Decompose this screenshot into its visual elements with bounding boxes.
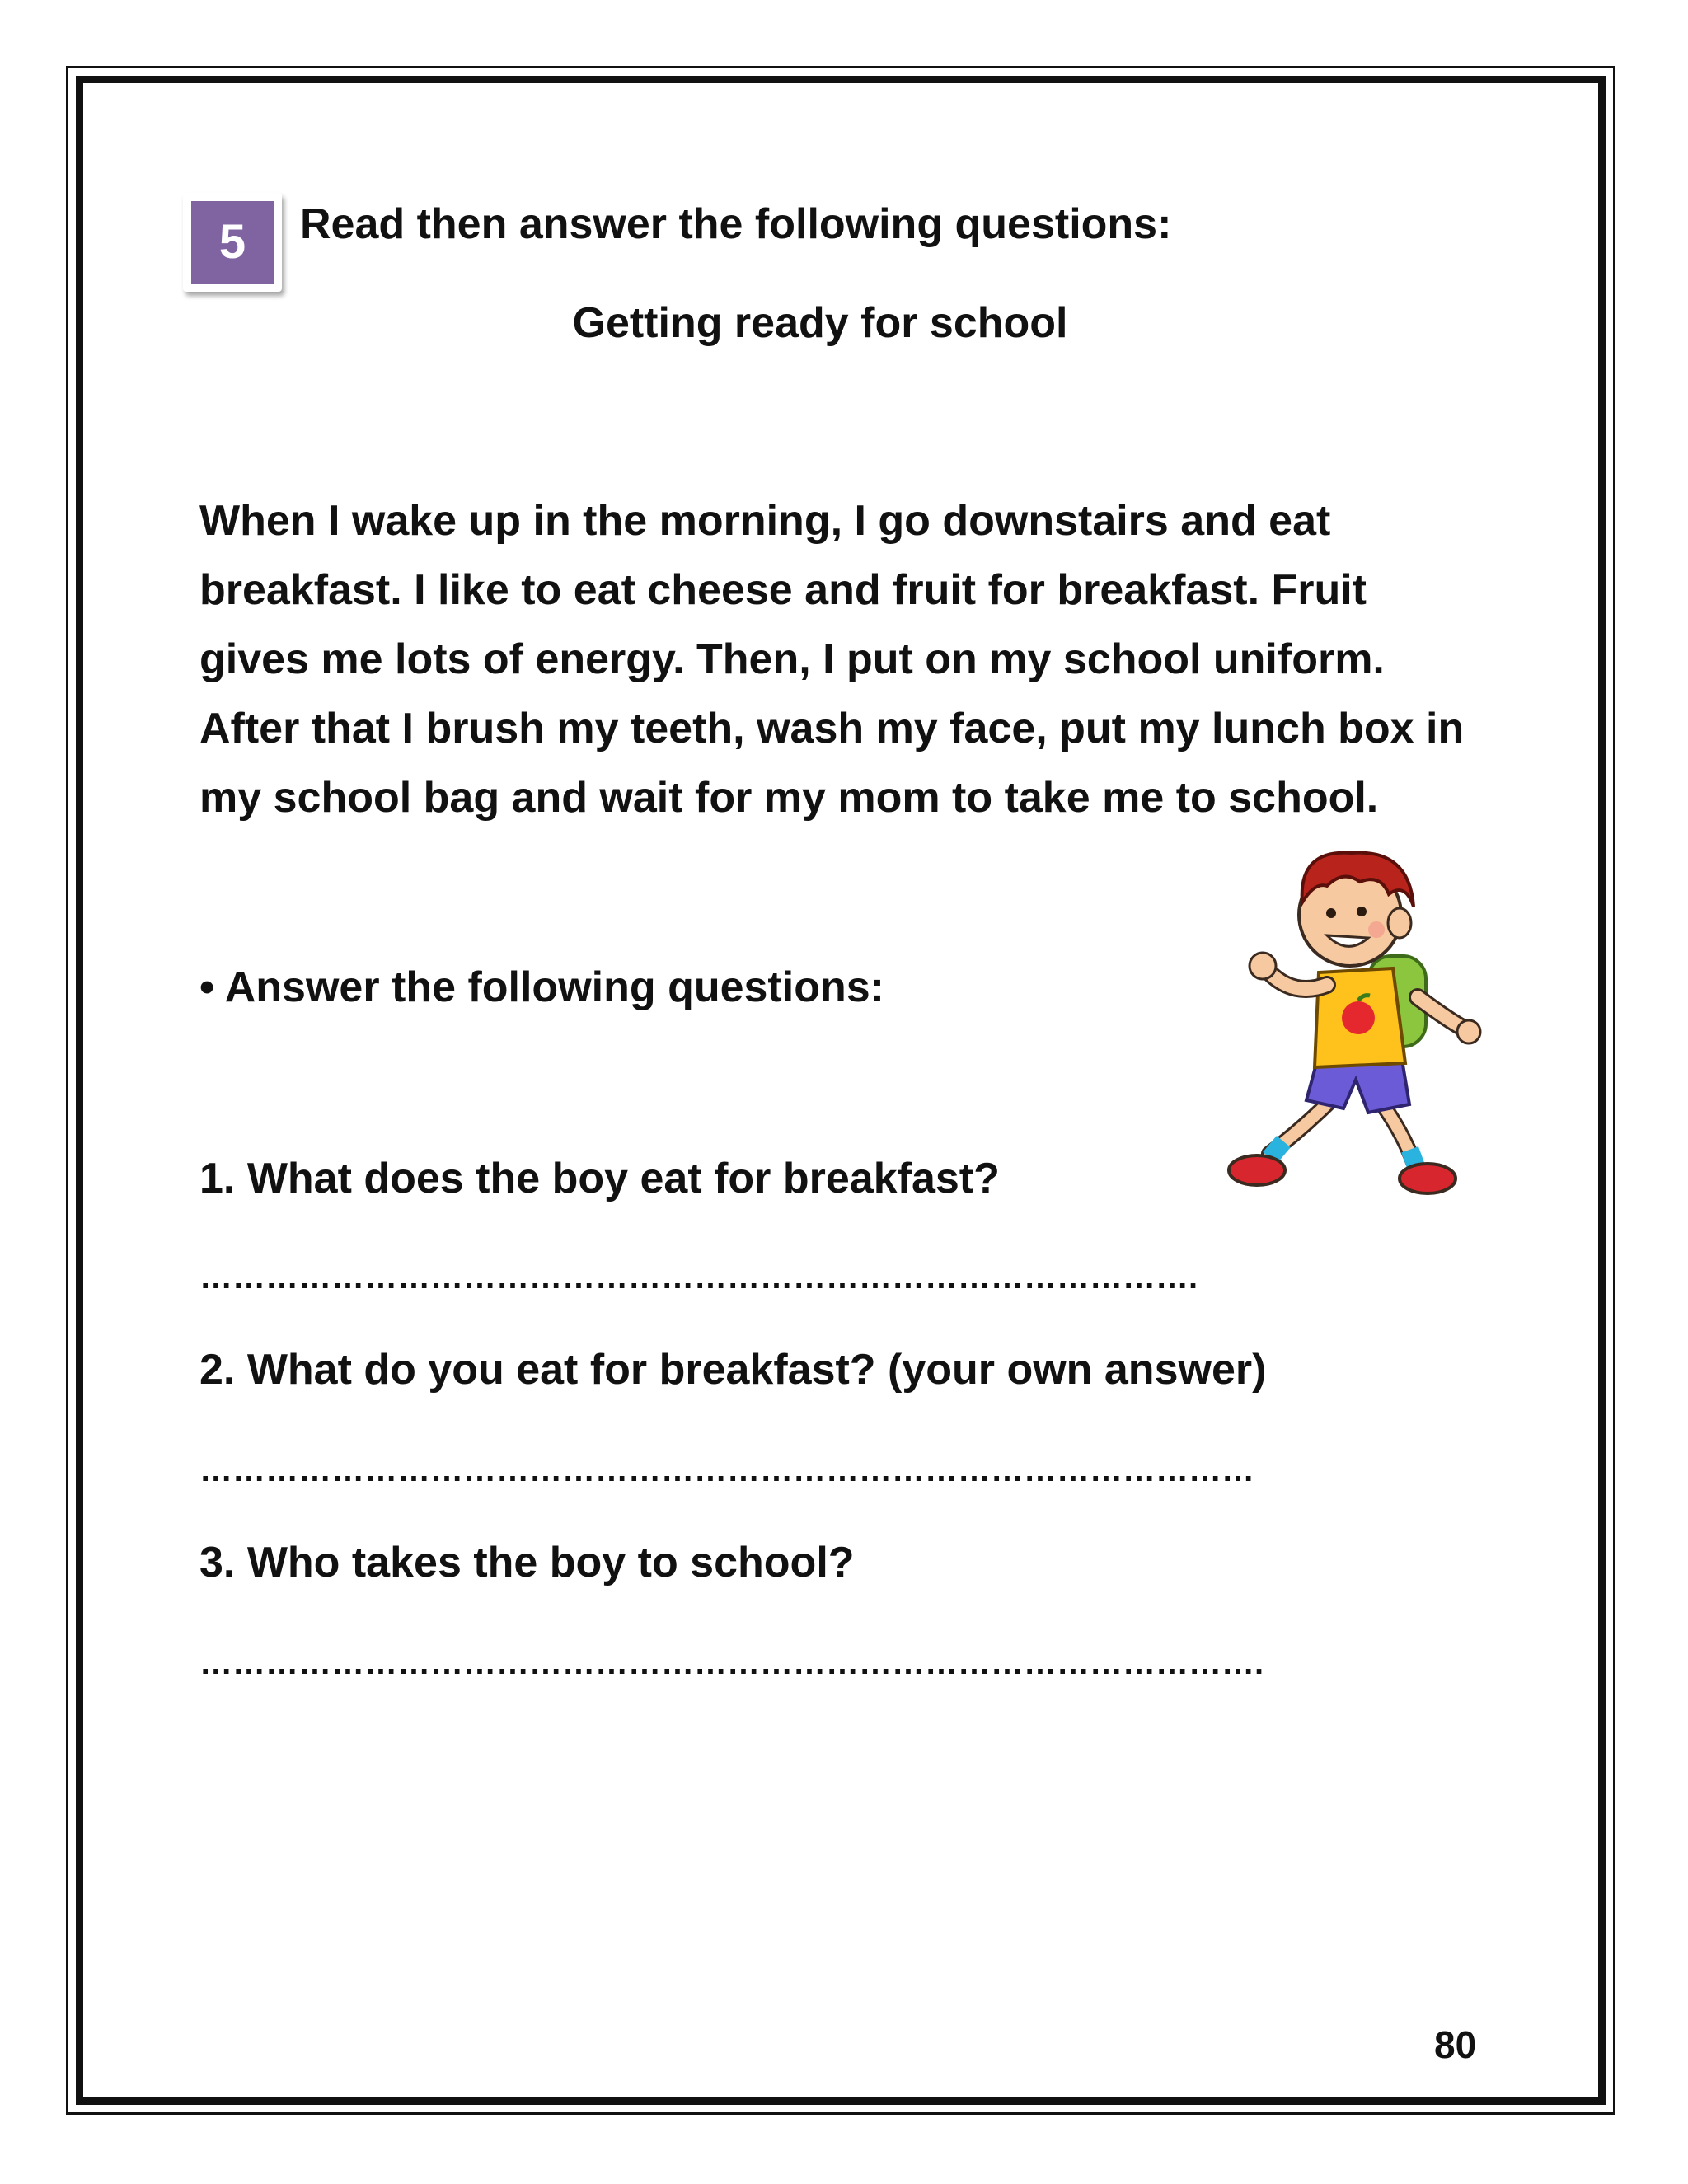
question-3: 3. Who takes the boy to school? xyxy=(199,1539,855,1586)
page-number: 80 xyxy=(1434,2023,1477,2066)
exercise-number: 5 xyxy=(191,201,274,284)
story-line: When I wake up in the morning, I go downstairs and eat xyxy=(199,497,1331,545)
story-paragraph xyxy=(199,486,1502,832)
exercise-instruction: Read then answer the following questions: xyxy=(300,200,1172,248)
question-1: 1. What does the boy eat for breakfast? xyxy=(199,1155,1000,1202)
questions-heading: • Answer the following questions: xyxy=(199,963,884,1011)
answer-line-1[interactable]: ………………………………………………………………………………. xyxy=(199,1259,1198,1296)
story-line: After that I brush my teeth, wash my face, put my lunch box in xyxy=(199,705,1465,752)
story-line: breakfast. I like to eat cheese and fruit for breakfast. Fruit xyxy=(199,566,1367,614)
walking-schoolboy-icon xyxy=(1203,832,1500,1203)
exercise-number-badge xyxy=(183,193,282,292)
question-2: 2. What do you eat for breakfast? (your own answer) xyxy=(199,1346,1267,1394)
story-line: gives me lots of energy. Then, I put on my school uniform. xyxy=(199,635,1385,683)
story-line: my school bag and wait for my mom to take me to school. xyxy=(199,774,1379,822)
answer-line-3[interactable]: ……………………………………………………………………………………. xyxy=(199,1645,1264,1681)
answer-line-2[interactable]: …………………………………………………………………………………… xyxy=(199,1452,1254,1488)
story-title: Getting ready for school xyxy=(572,299,1068,347)
